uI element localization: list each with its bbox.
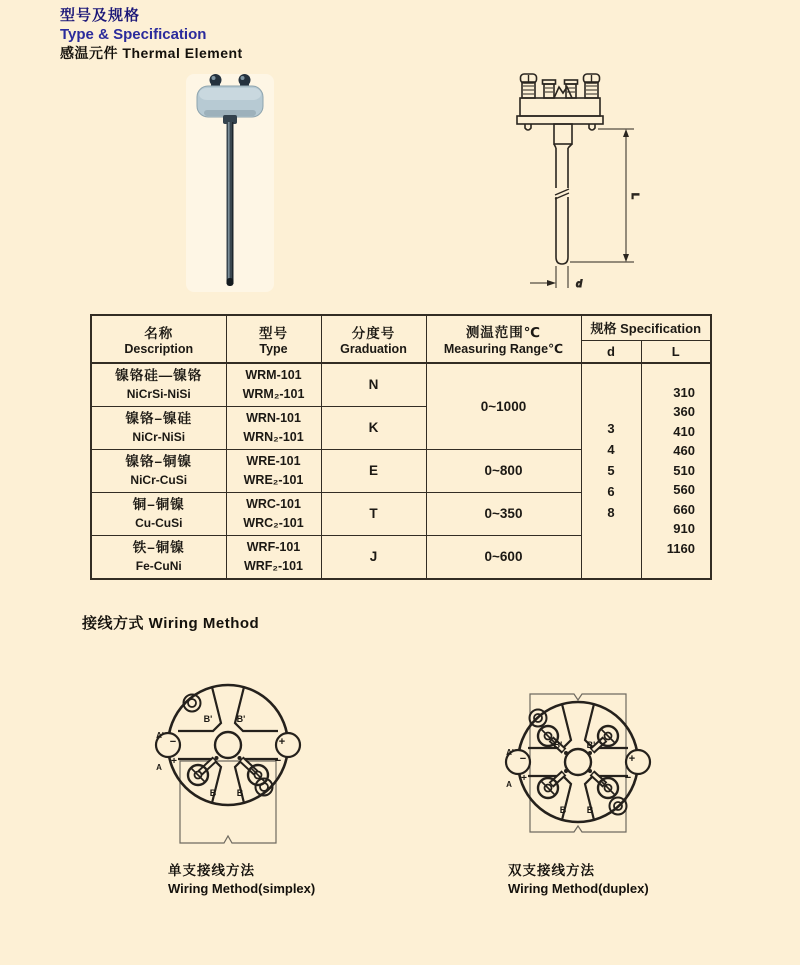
svg-text:d: d bbox=[576, 279, 583, 290]
range-cell: 0~350 bbox=[426, 492, 581, 535]
dimension-drawing bbox=[478, 72, 663, 302]
terminal-right bbox=[238, 756, 269, 785]
simplex-caption-zh: 单支接线方法 bbox=[168, 863, 255, 878]
svg-text:−: − bbox=[624, 772, 632, 784]
center-hole bbox=[215, 732, 241, 758]
svg-text:A: A bbox=[156, 763, 162, 772]
center-hole bbox=[565, 749, 591, 775]
head-circle bbox=[168, 685, 288, 805]
title-block bbox=[60, 6, 243, 63]
mounting-screw-holes bbox=[530, 710, 627, 815]
svg-text:B: B bbox=[559, 805, 567, 815]
duplex-caption-en: Wiring Method(duplex) bbox=[508, 881, 649, 896]
svg-text:B: B bbox=[209, 788, 217, 798]
table-row: 铜–铜镍 Cu-CuSi WRC-101 WRC₂-101 T 0~350 bbox=[91, 492, 711, 535]
simplex-caption bbox=[168, 862, 315, 898]
svg-text:B: B bbox=[586, 805, 594, 815]
svg-text:A': A' bbox=[156, 731, 164, 740]
pad-divisions bbox=[178, 687, 278, 803]
range-cell: 0~600 bbox=[426, 535, 581, 579]
spec-table bbox=[90, 314, 712, 580]
svg-text:B: B bbox=[236, 788, 244, 798]
col-header-description: 名称 Description bbox=[91, 315, 226, 363]
simplex-caption-en: Wiring Method(simplex) bbox=[168, 881, 316, 896]
duplex-caption-zh: 双支接线方法 bbox=[508, 863, 595, 878]
section-subtitle: 感温元件 Thermal Element bbox=[60, 45, 243, 61]
photo-tube bbox=[227, 122, 234, 286]
svg-text:B': B' bbox=[553, 740, 563, 750]
head-circle bbox=[518, 702, 638, 822]
photo-head bbox=[197, 86, 263, 117]
l-values-cell: 310 360 410 460 510 560 660 910 1160 bbox=[641, 363, 711, 579]
simplex-wiring-diagram bbox=[128, 663, 328, 858]
page-title-zh: 型号及规格 bbox=[60, 7, 141, 24]
terminal-lower-left bbox=[538, 769, 568, 798]
table-row: 镍铬–铜镍 NiCr-CuSi WRE-101 WRE₂-101 E 0~800 bbox=[91, 449, 711, 492]
table-row: 镍铬硅—镍铬 NiCrSi-NiSi WRM-101 WRM₂-101 N 0~1000 3 4 5 6 8 310 360 410 460 510 560 660 910 1160 bbox=[91, 363, 711, 407]
drawing-dim-d bbox=[530, 266, 583, 290]
thermocouple-photo bbox=[170, 70, 290, 298]
svg-text:−: − bbox=[169, 736, 177, 748]
svg-text:B': B' bbox=[203, 714, 213, 724]
col-header-range: 测温范围℃ Measuring Range℃ bbox=[426, 315, 581, 363]
col-header-graduation: 分度号 Graduation bbox=[321, 315, 426, 363]
range-cell: 0~800 bbox=[426, 449, 581, 492]
d-values-cell: 3 4 5 6 8 bbox=[581, 363, 641, 579]
terminal-left bbox=[188, 756, 219, 785]
svg-text:A: A bbox=[506, 780, 512, 789]
col-header-type: 型号 Type bbox=[226, 315, 321, 363]
svg-text:+: + bbox=[171, 756, 177, 767]
col-header-l: L bbox=[641, 341, 711, 363]
drawing-outline bbox=[517, 74, 603, 264]
svg-text:+: + bbox=[521, 773, 527, 784]
pad-divisions bbox=[528, 704, 628, 820]
svg-text:L: L bbox=[629, 192, 640, 200]
table-row: 铁–铜镍 Fe-CuNi WRF-101 WRF₂-101 J 0~600 bbox=[91, 535, 711, 579]
svg-text:+: + bbox=[628, 753, 636, 765]
drawing-dim-L bbox=[570, 129, 640, 262]
svg-text:B': B' bbox=[586, 740, 596, 750]
svg-text:−: − bbox=[274, 755, 282, 767]
col-header-spec: 规格 Specification bbox=[581, 315, 711, 341]
svg-text:B': B' bbox=[236, 714, 246, 724]
page-title-en: Type & Specification bbox=[60, 26, 207, 43]
range-cell: 0~1000 bbox=[426, 363, 581, 450]
terminal-lower-right bbox=[588, 769, 618, 798]
col-header-d: d bbox=[581, 341, 641, 363]
svg-text:A': A' bbox=[506, 748, 514, 757]
table-row: 镍铬–镍硅 NiCr-NiSi WRN-101 WRN₂-101 K bbox=[91, 406, 711, 449]
mounting-screw-holes bbox=[184, 695, 273, 796]
duplex-wiring-diagram bbox=[478, 656, 678, 878]
wiring-heading: 接线方式 Wiring Method bbox=[82, 615, 260, 632]
svg-text:−: − bbox=[519, 753, 527, 765]
duplex-caption bbox=[508, 862, 649, 898]
svg-text:+: + bbox=[278, 736, 286, 748]
